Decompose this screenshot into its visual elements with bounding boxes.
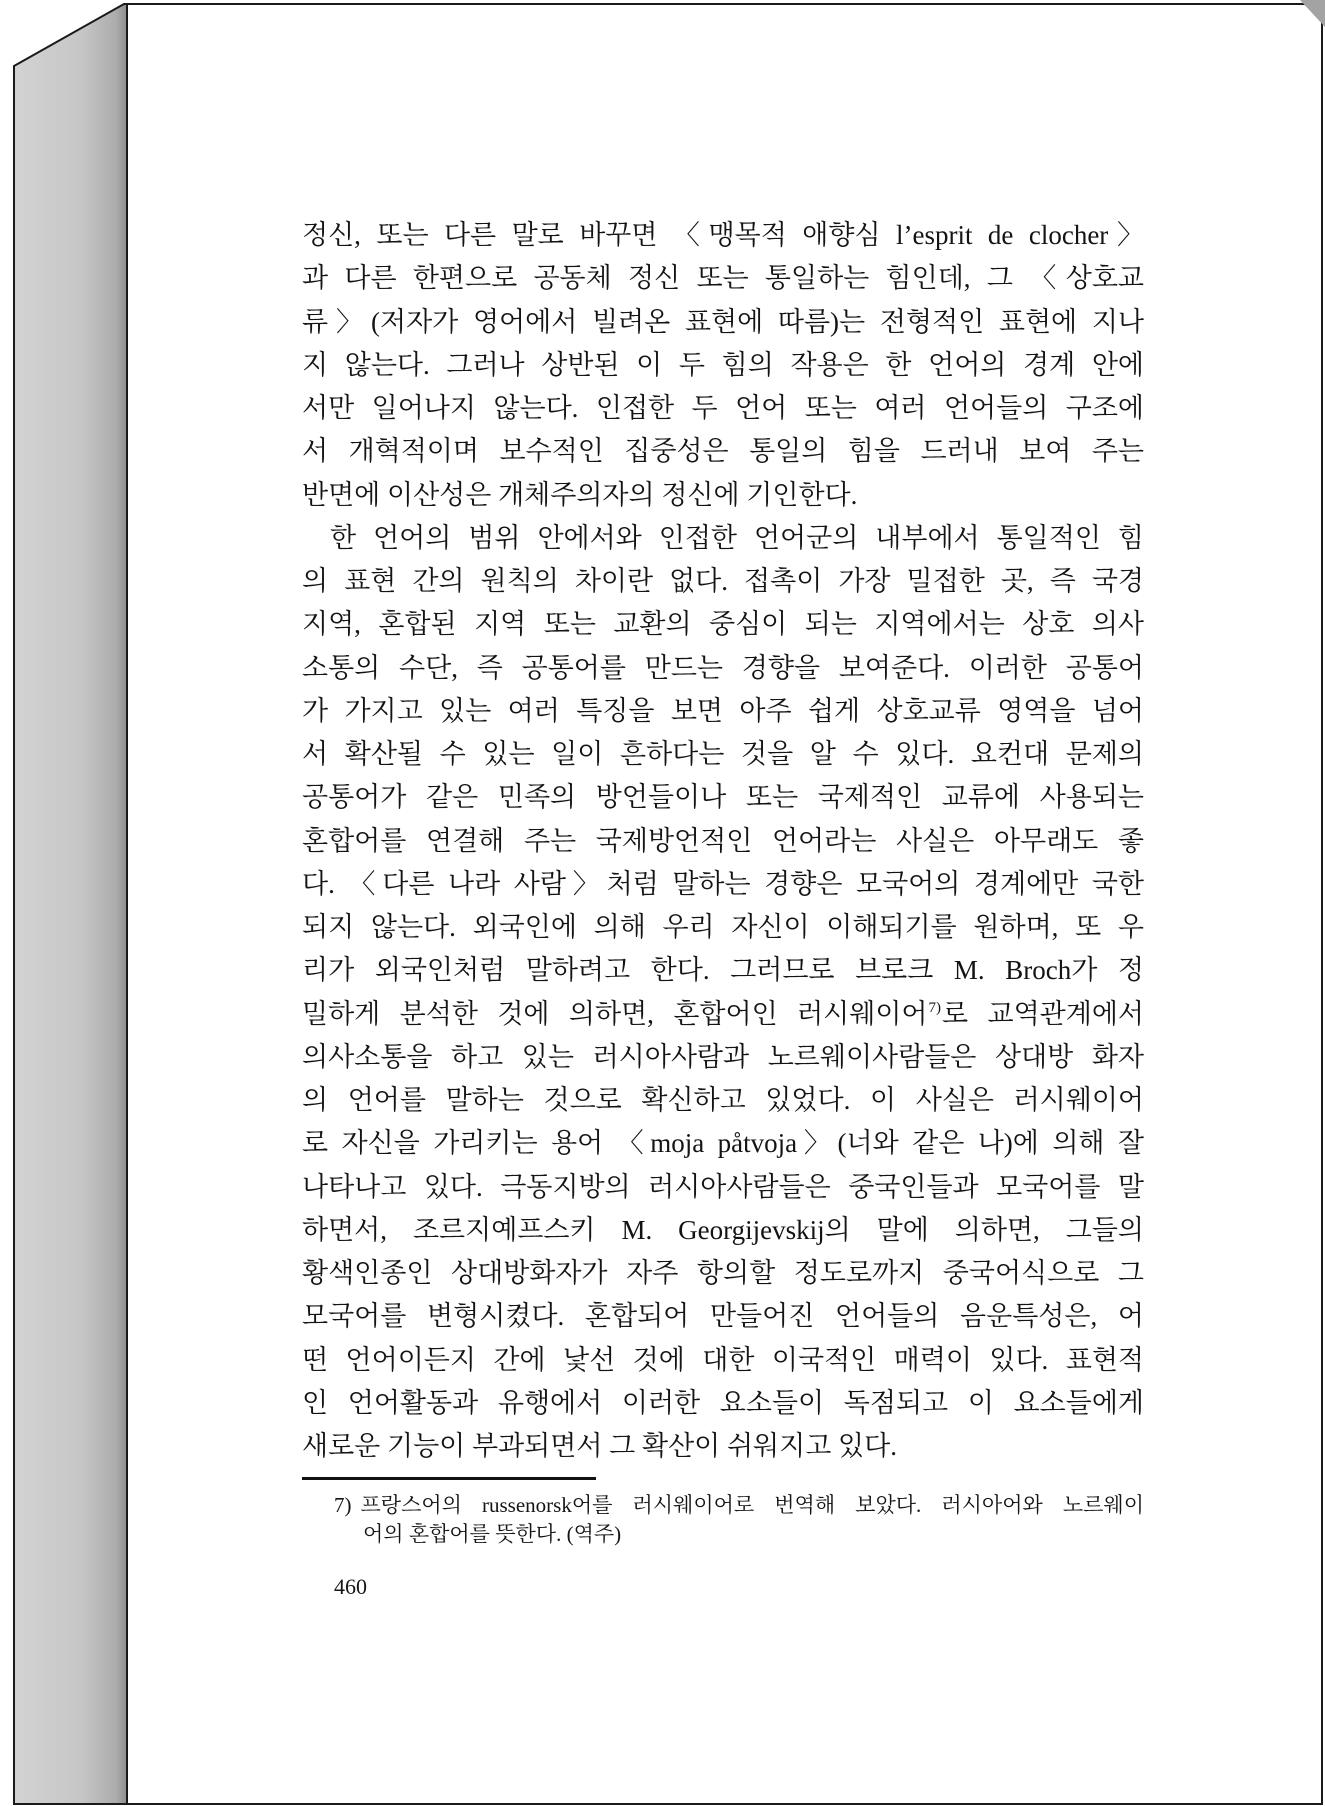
footnote	[334, 1491, 1144, 1549]
body-line: 리가 외국인처럼 말하려고 한다. 그러므로 브로크 M. Broch가 정	[302, 955, 1144, 986]
body-line: 혼합어를 연결해 주는 국제방언적인 언어라는 사실은 아무래도 좋	[302, 825, 1144, 856]
body-line: 서 확산될 수 있는 일이 흔하다는 것을 알 수 있다. 요컨대 문제의	[302, 739, 1144, 769]
body-line: 공통어가 같은 민족의 방언들이나 또는 국제적인 교류에 사용되는	[302, 782, 1144, 813]
footnote-text: 프랑스어의 russenorsk어를 러시웨이어로 번역해 보았다. 러시아어와 노르웨이	[360, 1493, 1144, 1517]
body-line: 지역, 혼합된 지역 또는 교환의 중심이 되는 지역에서는 상호 의사	[302, 609, 1144, 640]
body-line: 로 자신을 가리키는 용어 〈moja påtvoja〉(너와 같은 나)에 의해 잘	[302, 1128, 1144, 1159]
footnote-line: 어의 혼합어를 뜻한다. (역주)	[363, 1522, 622, 1546]
body-line: 모국어를 변형시켰다. 혼합되어 만들어진 언어들의 음운특성은, 어	[302, 1301, 1144, 1332]
body-line-text: 밀하게 분석한 것에 의하면, 혼합어인 러시웨이어	[302, 998, 928, 1029]
page-number: 460	[334, 1574, 367, 1599]
footnote-ref: 7)	[928, 999, 941, 1016]
body-line: 새로운 기능이 부과되면서 그 확산이 쉬워지고 있다.	[302, 1431, 897, 1461]
body-line: 황색인종인 상대방화자가 자주 항의할 정도로까지 중국어식으로 그	[302, 1258, 1144, 1288]
paragraph-1	[302, 214, 1144, 517]
body-line: 다. 〈다른 나라 사람〉처럼 말하는 경향은 모국어의 경계에만 국한	[302, 868, 1144, 899]
body-line: 서 개혁적이며 보수적인 집중성은 통일의 힘을 드러내 보여 주는	[302, 436, 1144, 467]
body-line: 의사소통을 하고 있는 러시아사람과 노르웨이사람들은 상대방 화자	[302, 1041, 1144, 1072]
body-line: 의 표현 간의 원칙의 차이란 없다. 접촉이 가장 밀접한 곳, 즉 국경	[302, 566, 1144, 596]
body-line-text: 로 교역관계에서	[942, 998, 1144, 1029]
body-line: 떤 언어이든지 간에 낯선 것에 대한 이국적인 매력이 있다. 표현적	[302, 1344, 1144, 1375]
paragraph-2	[302, 517, 1144, 1469]
body-line: 과 다른 한편으로 공동체 정신 또는 통일하는 힘인데, 그 〈상호교	[302, 263, 1144, 294]
body-line: 인 언어활동과 유행에서 이러한 요소들이 독점되고 이 요소들에게	[302, 1387, 1144, 1418]
body-line	[302, 993, 1144, 1036]
body-line: 지 않는다. 그러나 상반된 이 두 힘의 작용은 한 언어의 경계 안에	[302, 349, 1144, 380]
body-line: 가 가지고 있는 여러 특징을 보면 아주 쉽게 상호교류 영역을 넘어	[302, 695, 1144, 726]
body-line: 정신, 또는 다른 말로 바꾸면 〈맹목적 애향심 l’esprit de clocher〉	[302, 220, 1144, 250]
body-line: 서만 일어나지 않는다. 인접한 두 언어 또는 여러 언어들의 구조에	[302, 393, 1144, 423]
footnote-rule	[302, 1477, 596, 1480]
body-line: 소통의 수단, 즉 공통어를 만드는 경향을 보여준다. 이러한 공통어	[302, 652, 1144, 683]
body-line: 반면에 이산성은 개체주의자의 정신에 기인한다.	[302, 479, 858, 510]
footnote-line	[334, 1491, 1144, 1520]
body-text	[302, 214, 1144, 1468]
body-line: 되지 않는다. 외국인에 의해 우리 자신이 이해되기를 원하며, 또 우	[302, 912, 1144, 942]
footnote-number: 7)	[334, 1493, 352, 1517]
body-line: 하면서, 조르지예프스키 M. Georgijevskij의 말에 의하면, 그들의	[302, 1214, 1144, 1245]
book-edge	[14, 4, 127, 1804]
body-line: 류〉(저자가 영어에서 빌려온 표현에 따름)는 전형적인 표현에 지나	[302, 306, 1144, 337]
body-line: 한 언어의 범위 안에서와 인접한 언어군의 내부에서 통일적인 힘	[330, 522, 1144, 553]
body-line: 나타나고 있다. 극동지방의 러시아사람들은 중국인들과 모국어를 말	[302, 1171, 1144, 1202]
body-line: 의 언어를 말하는 것으로 확신하고 있었다. 이 사실은 러시웨이어	[302, 1085, 1144, 1115]
